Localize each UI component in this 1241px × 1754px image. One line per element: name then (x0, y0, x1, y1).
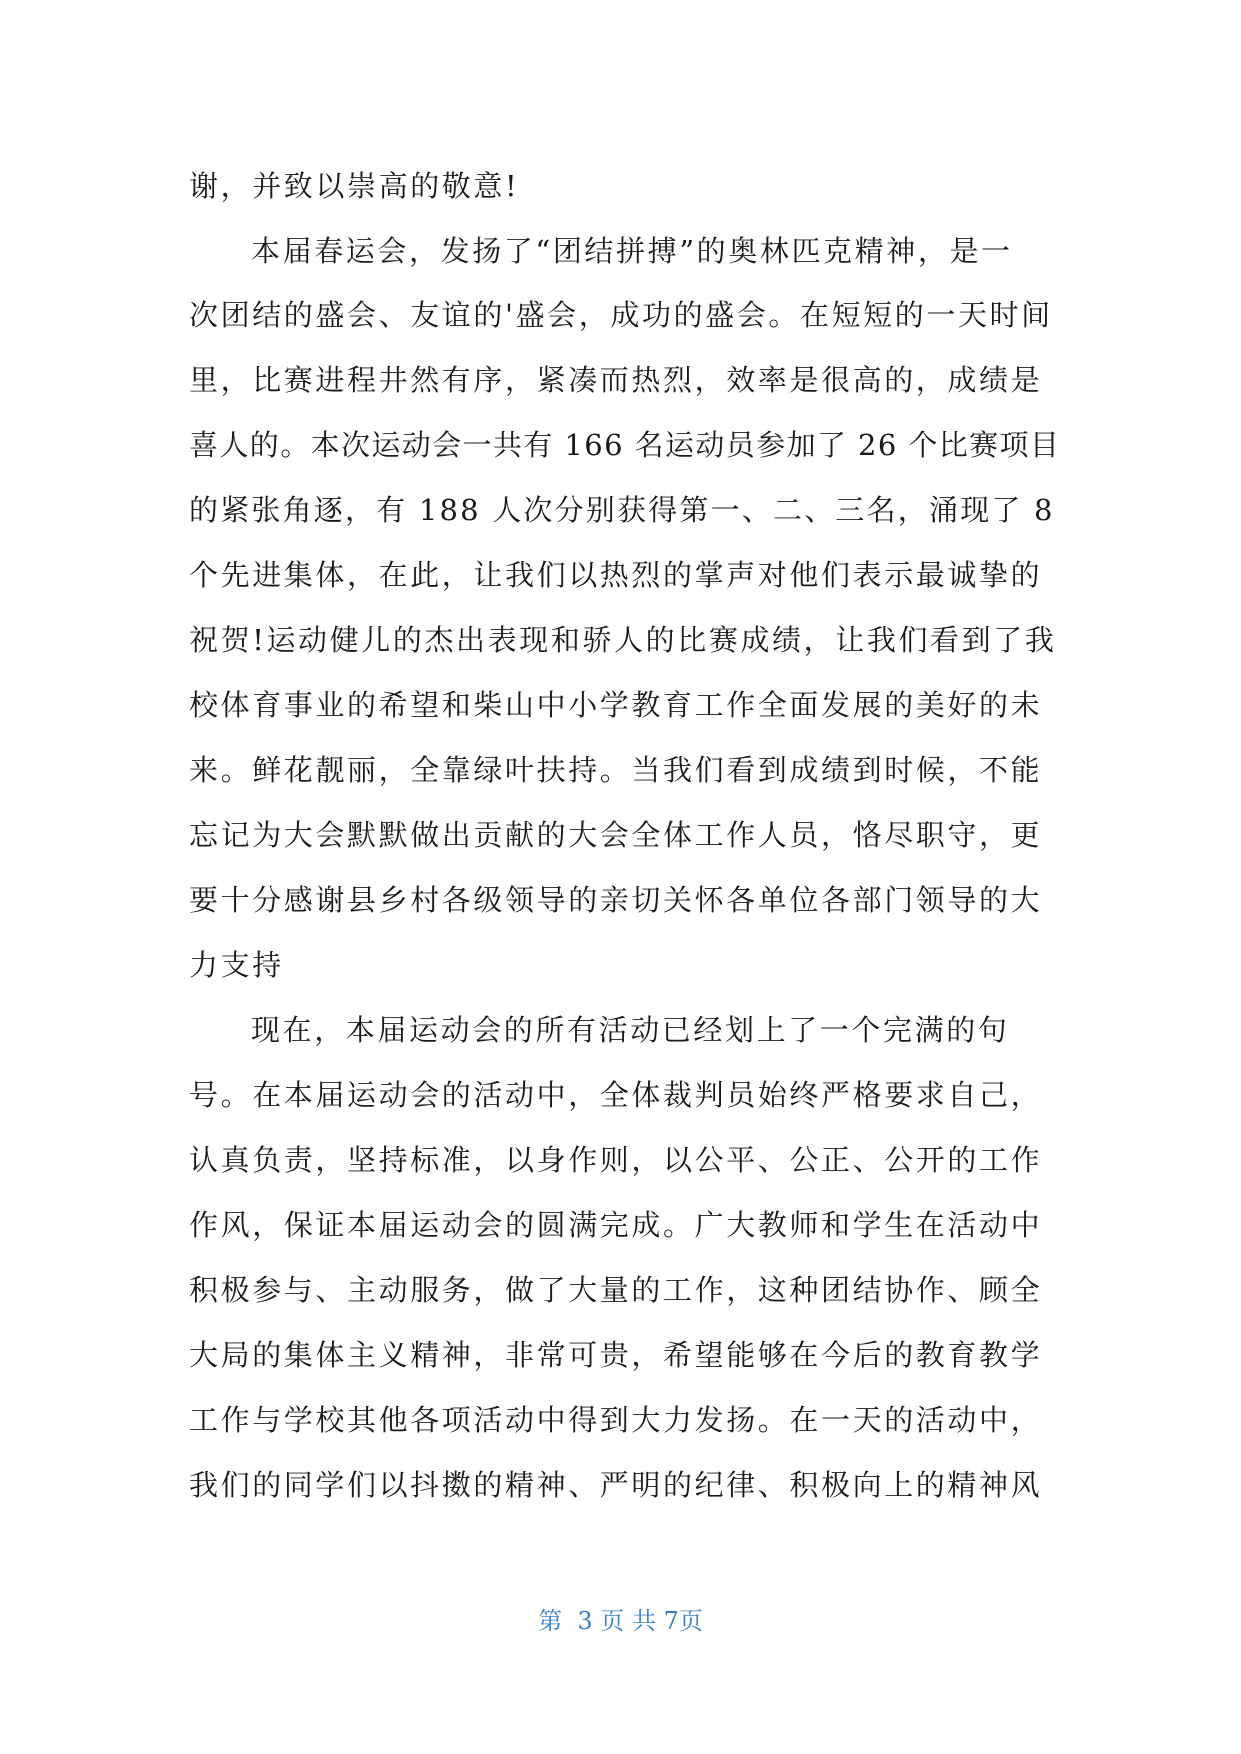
text-line: 谢，并致以崇高的敬意! (189, 169, 520, 203)
text-line: 本届春运会，发扬了“团结拼搏”的奥林匹克精神，是一 (251, 234, 1013, 268)
text-line: 的紧张角逐，有 188 人次分别获得第一、二、三名，涌现了 8 (189, 493, 1055, 527)
text-line: 里，比赛进程井然有序，紧凑而热烈，效率是很高的，成绩是 (189, 363, 1043, 397)
text-line: 认真负责，坚持标准，以身作则，以公平、公正、公开的工作 (189, 1143, 1043, 1177)
text-line: 工作与学校其他各项活动中得到大力发扬。在一天的活动中， (189, 1403, 1043, 1437)
text-line: 校体育事业的希望和柴山中小学教育工作全面发展的美好的未 (189, 688, 1043, 722)
text-line: 祝贺!运动健儿的杰出表现和骄人的比赛成绩，让我们看到了我 (189, 623, 1057, 657)
text-line: 忘记为大会默默做出贡献的大会全体工作人员，恪尽职守，更 (189, 818, 1043, 852)
text-line: 喜人的。本次运动会一共有 166 名运动员参加了 26 个比赛项目 (189, 428, 1061, 462)
text-line: 我们的同学们以抖擞的精神、严明的纪律、积极向上的精神风 (189, 1468, 1043, 1502)
text-line: 要十分感谢县乡村各级领导的亲切关怀各单位各部门领导的大 (189, 883, 1043, 917)
text-line: 来。鲜花靓丽，全靠绿叶扶持。当我们看到成绩到时候，不能 (189, 753, 1043, 787)
text-line: 个先进集体，在此，让我们以热烈的掌声对他们表示最诚挚的 (189, 558, 1043, 592)
page-number-footer: 第 3 页 共 7页 (538, 1607, 703, 1635)
text-line: 次团结的盛会、友谊的'盛会，成功的盛会。在短短的一天时间 (189, 298, 1053, 332)
text-line: 现在，本届运动会的所有活动已经划上了一个完满的句 (251, 1013, 1010, 1047)
text-line: 作风，保证本届运动会的圆满完成。广大教师和学生在活动中 (189, 1208, 1043, 1242)
text-line: 大局的集体主义精神，非常可贵，希望能够在今后的教育教学 (189, 1338, 1043, 1372)
text-line: 积极参与、主动服务，做了大量的工作，这种团结协作、顾全 (189, 1273, 1043, 1307)
text-line: 力支持 (189, 948, 284, 982)
text-line: 号。在本届运动会的活动中，全体裁判员始终严格要求自己， (189, 1078, 1043, 1112)
